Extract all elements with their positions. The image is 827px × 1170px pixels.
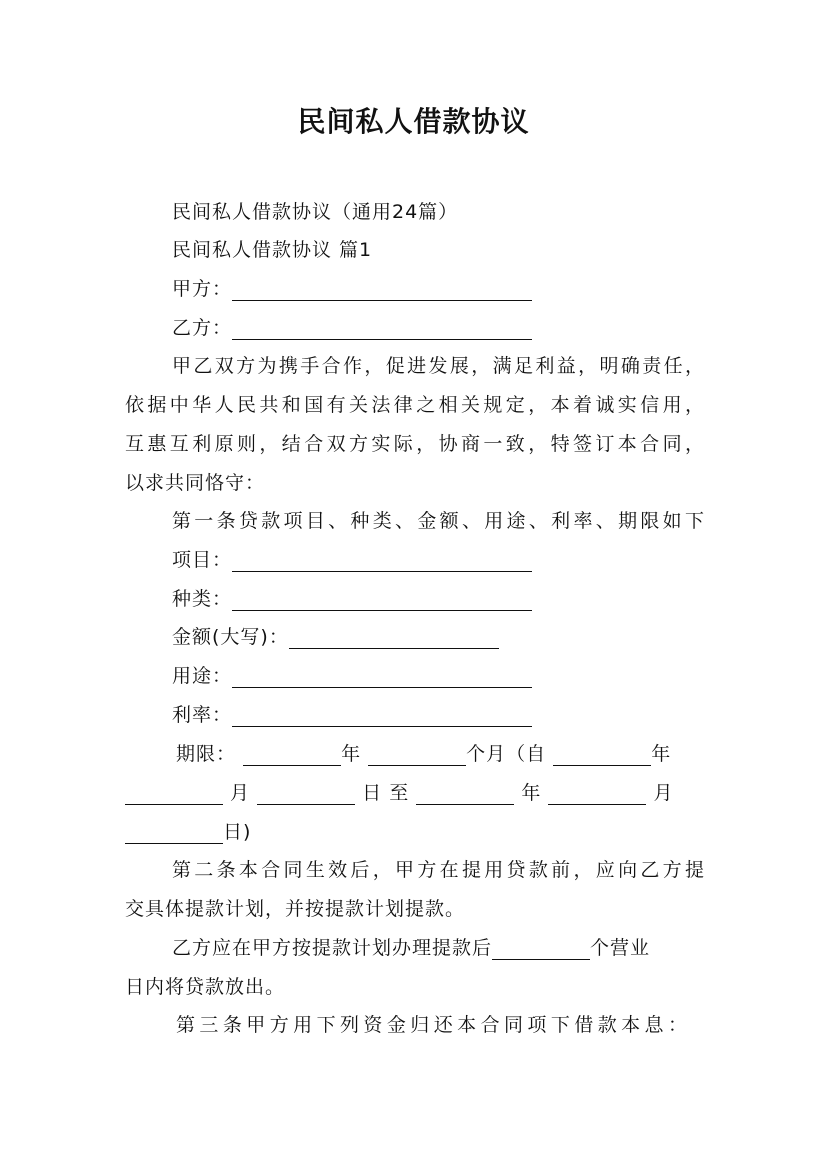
section-heading: 民间私人借款协议 篇1 [172, 239, 373, 261]
type-label: 种类： [172, 588, 233, 610]
article-2b-line2: 日内将贷款放出。 [125, 976, 286, 998]
party-b-blank [232, 315, 532, 340]
usage-label: 用途： [172, 665, 233, 687]
end-day-blank [125, 819, 223, 844]
project-row [172, 541, 752, 579]
usage-blank [232, 663, 532, 688]
page-title: 民间私人借款协议 [297, 105, 530, 138]
term-row-2 [125, 774, 705, 812]
document-subtitle: 民间私人借款协议（通用24篇） [172, 201, 459, 223]
start-month-text: 月 [230, 782, 251, 804]
usage-row [172, 657, 752, 695]
type-blank [232, 586, 532, 611]
start-day-blank [257, 780, 355, 805]
party-b-row [172, 309, 752, 347]
type-row [172, 580, 752, 618]
start-year-text: 年 [651, 743, 672, 765]
term-label: 期限： [176, 743, 237, 765]
rate-label: 利率： [172, 704, 233, 726]
article-3: 第三条甲方用下列资金归还本合同项下借款本息： [176, 1014, 688, 1036]
party-a-blank [232, 276, 532, 301]
term-year-blank [243, 741, 341, 766]
party-a-label: 甲方： [172, 278, 233, 300]
term-row-1 [176, 735, 704, 773]
amount-blank [289, 624, 499, 649]
term-months-text: 个月（自 [466, 743, 547, 765]
article-1: 第一条贷款项目、种类、金额、用途、利率、期限如下 [172, 510, 705, 532]
project-blank [232, 547, 532, 572]
end-month-text: 月 [653, 782, 674, 804]
article-2-line: 第二条本合同生效后，甲方在提用贷款前，应向乙方提 [172, 859, 705, 881]
amount-row [172, 618, 752, 656]
start-year-blank [553, 741, 651, 766]
rate-blank [232, 702, 532, 727]
intro-line: 依据中华人民共和国有关法律之相关规定，本着诚实信用， [125, 394, 705, 416]
term-year-text: 年 [341, 743, 362, 765]
party-b-label: 乙方： [172, 317, 233, 339]
article-2b-pre: 乙方应在甲方按提款计划办理提款后 [172, 937, 493, 959]
article-2b-post: 个营业 [590, 937, 651, 959]
start-day-text: 日 [362, 782, 383, 804]
end-day-text: 日) [223, 821, 252, 843]
to-text: 至 [389, 782, 410, 804]
intro-line: 互惠互利原则，结合双方实际，协商一致，特签订本合同， [125, 433, 705, 455]
end-month-blank [548, 780, 646, 805]
end-year-text: 年 [521, 782, 542, 804]
project-label: 项目： [172, 549, 233, 571]
term-months-blank [368, 741, 466, 766]
party-a-row [172, 270, 752, 308]
term-row-3 [125, 813, 705, 851]
article-2b-row [172, 929, 752, 967]
rate-row [172, 696, 752, 734]
start-month-blank [125, 780, 223, 805]
article-2-line: 交具体提款计划，并按提款计划提款。 [125, 898, 466, 920]
intro-line: 甲乙双方为携手合作，促进发展，满足利益，明确责任， [172, 355, 705, 377]
business-days-blank [492, 935, 590, 960]
intro-line: 以求共同恪守： [125, 472, 266, 494]
amount-label: 金额(大写)： [172, 626, 289, 648]
end-year-blank [416, 780, 514, 805]
